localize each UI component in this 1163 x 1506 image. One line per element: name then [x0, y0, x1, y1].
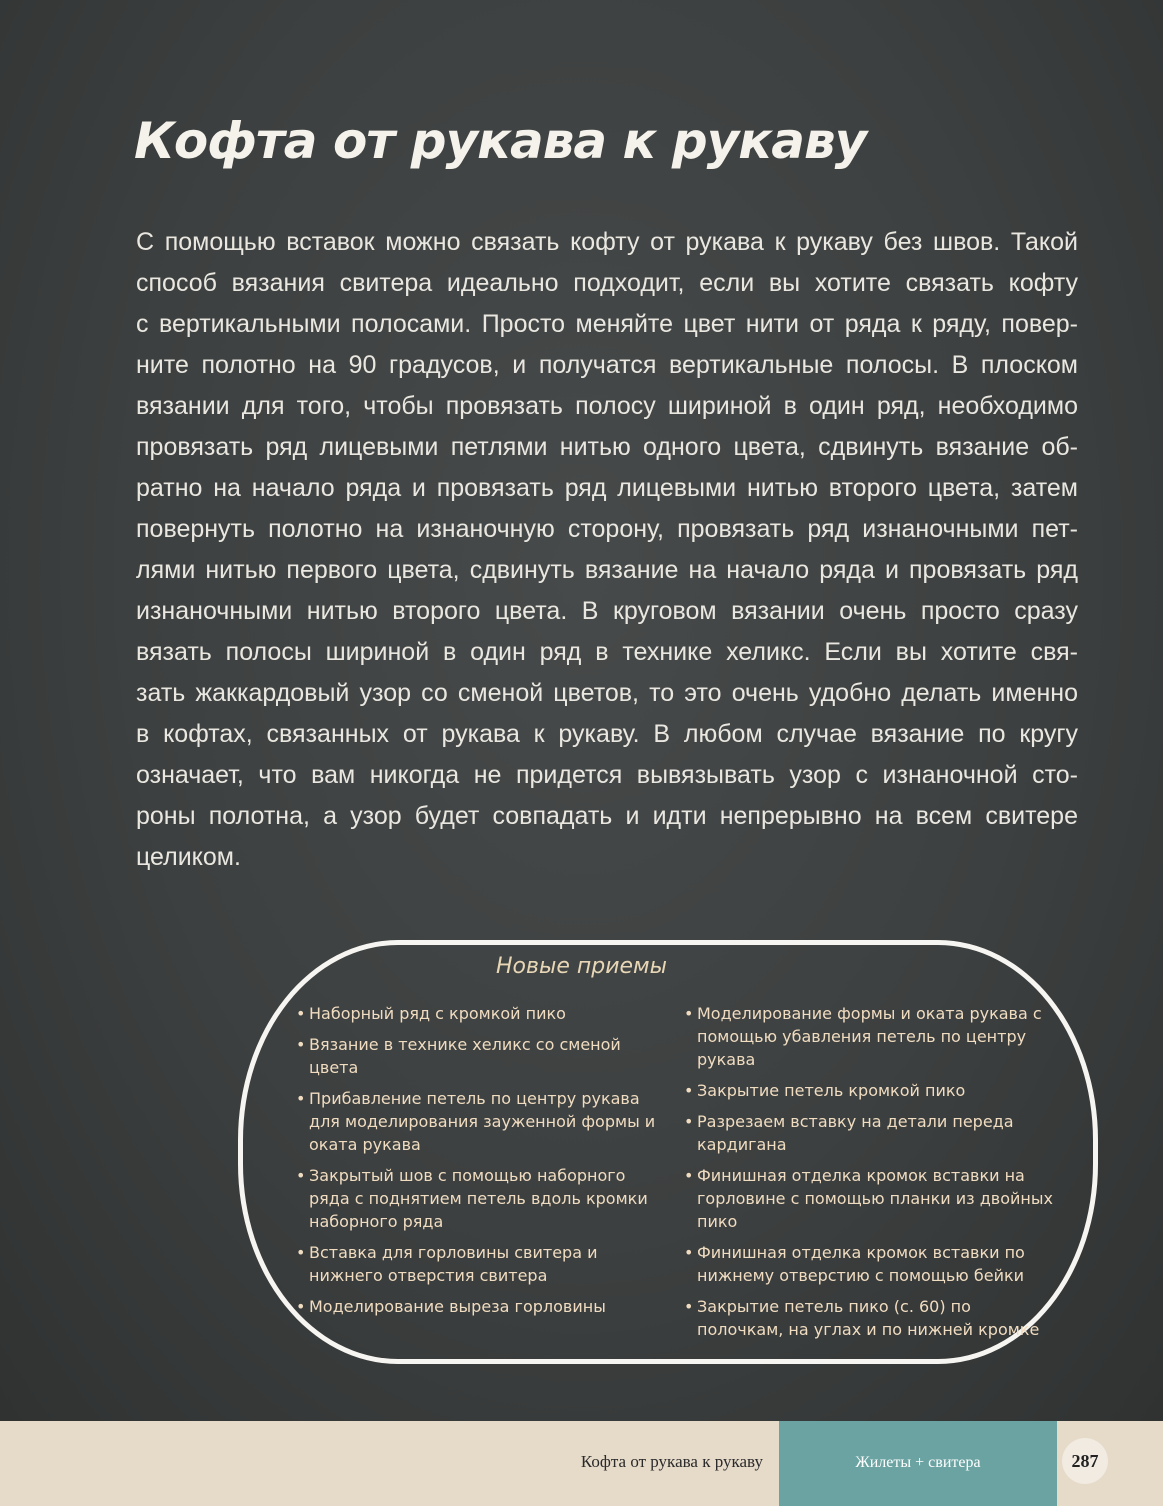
body-line: зать жаккардовый узор со сменой цветов, то это очень удобно делать именно — [136, 679, 1078, 707]
bullet-icon: • — [296, 1089, 306, 1108]
list-item — [296, 1033, 666, 1079]
body-paragraph — [136, 222, 1078, 878]
techniques-left-list — [296, 1002, 666, 1326]
section-label: Жилеты + свитера — [855, 1454, 981, 1471]
body-line: роны полотна, а узор будет совпадать и идти непрерывно на всем свитере — [136, 802, 1078, 830]
list-item-text: Закрытие петель кромкой пико — [697, 1081, 966, 1100]
list-item-text: Вставка для горловины свитера и нижнего отверстия свитера — [309, 1243, 598, 1285]
body-line: с вертикальными полосами. Просто меняйте цвет нити от ряда к ряду, повер- — [136, 310, 1078, 338]
list-item-text: Прибавление петель по центру рукава для моделирования зауженной формы и оката рукава — [309, 1089, 656, 1154]
body-line: вязать полосы шириной в один ряд в технике хеликс. Если вы хотите свя- — [136, 638, 1078, 666]
list-item-text: Закрытие петель пико (с. 60) по полочкам, на углах и по нижней кромке — [697, 1297, 1040, 1339]
list-item — [296, 1241, 666, 1287]
list-item — [684, 1079, 1054, 1102]
list-item — [684, 1110, 1054, 1156]
bullet-icon: • — [296, 1297, 306, 1316]
list-item-text: Финишная отделка кромок вставки по нижнему отверстию с помощью бейки — [697, 1243, 1025, 1285]
list-item — [684, 1295, 1054, 1341]
list-item-text: Вязание в технике хеликс со сменой цвета — [309, 1035, 621, 1077]
page-number: 287 — [1062, 1438, 1108, 1484]
bullet-icon: • — [296, 1035, 306, 1054]
body-line: в кофтах, связанных от рукава к рукаву. В любом случае вязание по кругу — [136, 720, 1078, 748]
list-item — [684, 1164, 1054, 1233]
bullet-icon: • — [684, 1112, 694, 1131]
body-line: лями нитью первого цвета, сдвинуть вязание на начало ряда и провязать ряд — [136, 556, 1078, 584]
list-item — [296, 1087, 666, 1156]
body-line: способ вязания свитера идеально подходит, если вы хотите связать кофту — [136, 269, 1078, 297]
list-item — [296, 1295, 666, 1318]
body-line: ратно на начало ряда и провязать ряд лицевыми нитью второго цвета, затем — [136, 474, 1078, 502]
bullet-icon: • — [684, 1297, 694, 1316]
body-line: ните полотно на 90 градусов, и получатся вертикальные полосы. В плоском — [136, 351, 1078, 379]
list-item-text: Закрытый шов с помощью наборного ряда с поднятием петель вдоль кромки наборного ряда — [309, 1166, 648, 1231]
section-tab — [779, 1421, 1057, 1506]
list-item-text: Разрезаем вставку на детали переда кардигана — [697, 1112, 1014, 1154]
list-item — [684, 1241, 1054, 1287]
bullet-icon: • — [684, 1243, 694, 1262]
body-line: провязать ряд лицевыми петлями нитью одного цвета, сдвинуть вязание об- — [136, 433, 1078, 461]
bullet-icon: • — [296, 1166, 306, 1185]
page-title: Кофта от рукава к рукаву — [134, 112, 867, 170]
techniques-title: Новые приемы — [495, 954, 667, 979]
bullet-icon: • — [684, 1081, 694, 1100]
list-item-text: Наборный ряд с кромкой пико — [309, 1004, 566, 1023]
body-line: означает, что вам никогда не придется вывязывать узор с изнаночной сто- — [136, 761, 1078, 789]
body-line: изнаночными нитью второго цвета. В круговом вязании очень просто сразу — [136, 597, 1078, 625]
list-item-text: Моделирование формы и оката рукава с помощью убавления петель по центру рукава — [697, 1004, 1042, 1069]
list-item — [296, 1002, 666, 1025]
body-line: целиком. — [136, 843, 241, 871]
list-item-text: Финишная отделка кромок вставки на горловине с помощью планки из двойных пико — [697, 1166, 1053, 1231]
body-line: повернуть полотно на изнаночную сторону, провязать ряд изнаночными пет- — [136, 515, 1078, 543]
breadcrumb: Кофта от рукава к рукаву — [580, 1452, 763, 1471]
list-item — [684, 1002, 1054, 1071]
body-line: вязании для того, чтобы провязать полосу шириной в один ряд, необходимо — [136, 392, 1078, 420]
bullet-icon: • — [684, 1004, 694, 1023]
techniques-right-list — [684, 1002, 1054, 1349]
bullet-icon: • — [296, 1243, 306, 1262]
list-item-text: Моделирование выреза горловины — [309, 1297, 606, 1316]
bullet-icon: • — [296, 1004, 306, 1023]
bullet-icon: • — [684, 1166, 694, 1185]
body-line: С помощью вставок можно связать кофту от рукава к рукаву без швов. Такой — [136, 228, 1078, 256]
list-item — [296, 1164, 666, 1233]
